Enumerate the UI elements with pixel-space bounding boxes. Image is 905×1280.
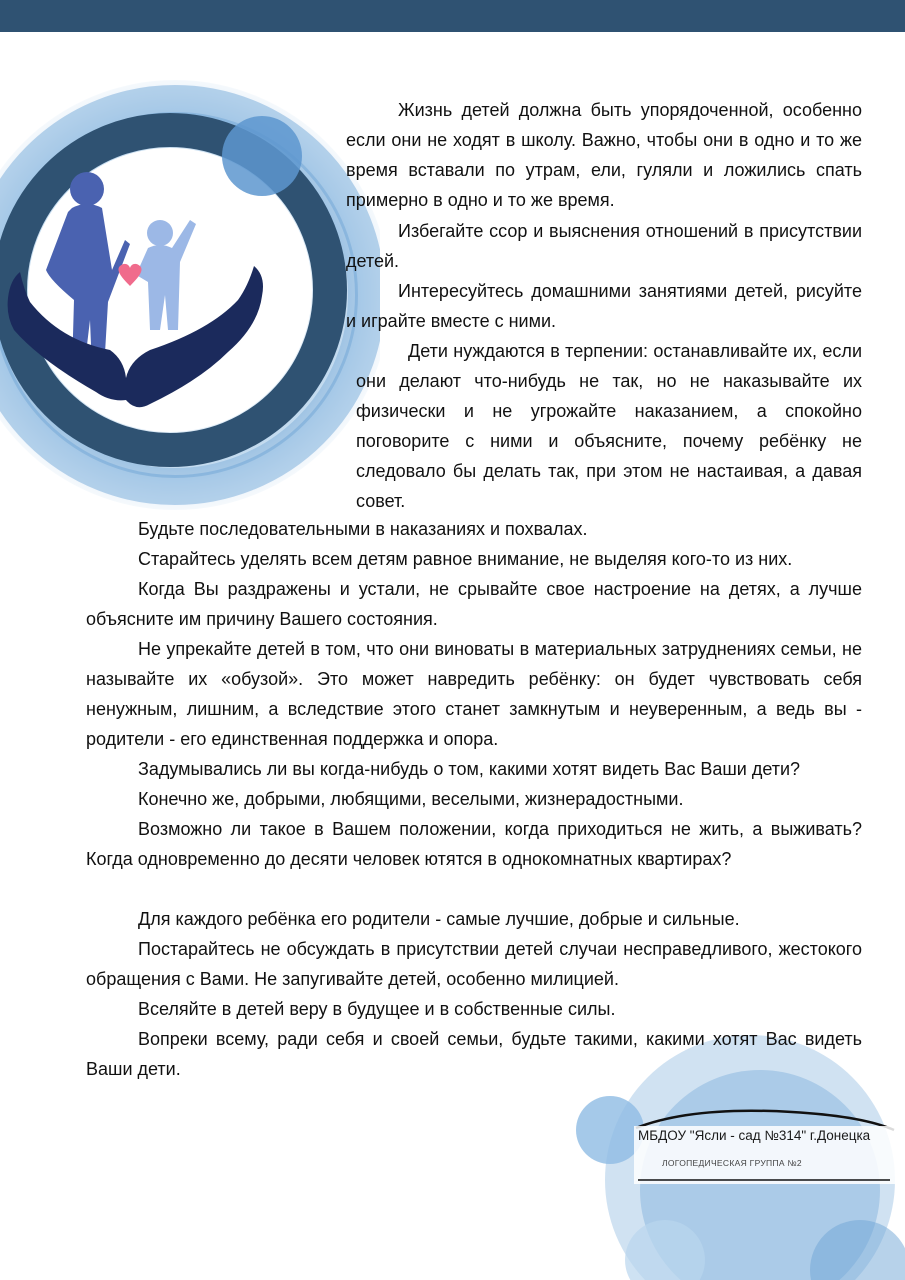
- family-hands-emblem: [0, 40, 380, 530]
- paragraph-faith: Вселяйте в детей веру в будущее и в собственные силы.: [138, 999, 616, 1019]
- paragraph-daily-routine: Жизнь детей должна быть упорядоченной, особенно если они не ходят в школу. Важно, чтобы они в одно и то же время вставали по утрам, ели, гуляли и ложились спать примерно в одно и то же время.: [346, 100, 862, 210]
- kindergarten-badge: [632, 1108, 898, 1186]
- paragraph-patience: Дети нуждаются в терпении: останавливайте их, если они делают что-нибудь не так, но не наказывайте их физически и не угрожайте наказанием, а спокойно поговорите с ними и объясните, почему ребёнку не следовало бы делать так, при этом не настаивая, а давая совет.: [356, 341, 862, 511]
- car-silhouette-outline: [632, 1108, 898, 1186]
- paragraph-answer: Конечно же, добрыми, любящими, веселыми, жизнерадостными.: [138, 789, 684, 809]
- paragraph-no-reproach: Не упрекайте детей в том, что они виноваты в материальных затруднениях семьи, не называйте их «обузой». Это может навредить ребёнку: он будет чувствовать себя ненужным, лишним, а вследствие этого станет замкнутым и неуверенным, а ведь вы - родители - его единственная поддержка и опора.: [86, 639, 862, 749]
- group-name: ЛОГОПЕДИЧЕСКАЯ ГРУППА №2: [662, 1158, 802, 1168]
- paragraph-equal-attention: Старайтесь уделять всем детям равное внимание, не выделяя кого-то из них.: [138, 549, 793, 569]
- kindergarten-name: МБДОУ "Ясли - сад №314" г.Донецка: [638, 1128, 871, 1143]
- accent-bubble: [222, 116, 302, 196]
- header-bar: [0, 0, 905, 32]
- paragraph-survival: Возможно ли такое в Вашем положении, когда приходиться не жить, а выживать? Когда одновременно до десяти человек ютятся в однокомнатных квартирах?: [86, 819, 862, 869]
- paragraph-consistency: Будьте последовательными в наказаниях и похвалах.: [138, 519, 588, 539]
- paragraph-best-parents: Для каждого ребёнка его родители - самые лучшие, добрые и сильные.: [138, 909, 740, 929]
- paragraph-homework: Интересуйтесь домашними занятиями детей, рисуйте и играйте вместе с ними.: [346, 281, 862, 331]
- paragraph-despite-all: Вопреки всему, ради себя и своей семьи, будьте такими, какими хотят Вас видеть Ваши дети.: [86, 1029, 862, 1079]
- paragraph-no-discussion: Постарайтесь не обсуждать в присутствии детей случаи несправедливого, жестокого обращения с Вами. Не запугивайте детей, особенно милицией.: [86, 939, 862, 989]
- paragraph-question: Задумывались ли вы когда-нибудь о том, какими хотят видеть Вас Ваши дети?: [138, 759, 801, 779]
- paragraph-avoid-quarrels: Избегайте ссор и выяснения отношений в присутствии детей.: [346, 221, 862, 271]
- paragraph-tired: Когда Вы раздражены и устали, не срывайте свое настроение на детях, а лучше объясните им причину Вашего состояния.: [86, 579, 862, 629]
